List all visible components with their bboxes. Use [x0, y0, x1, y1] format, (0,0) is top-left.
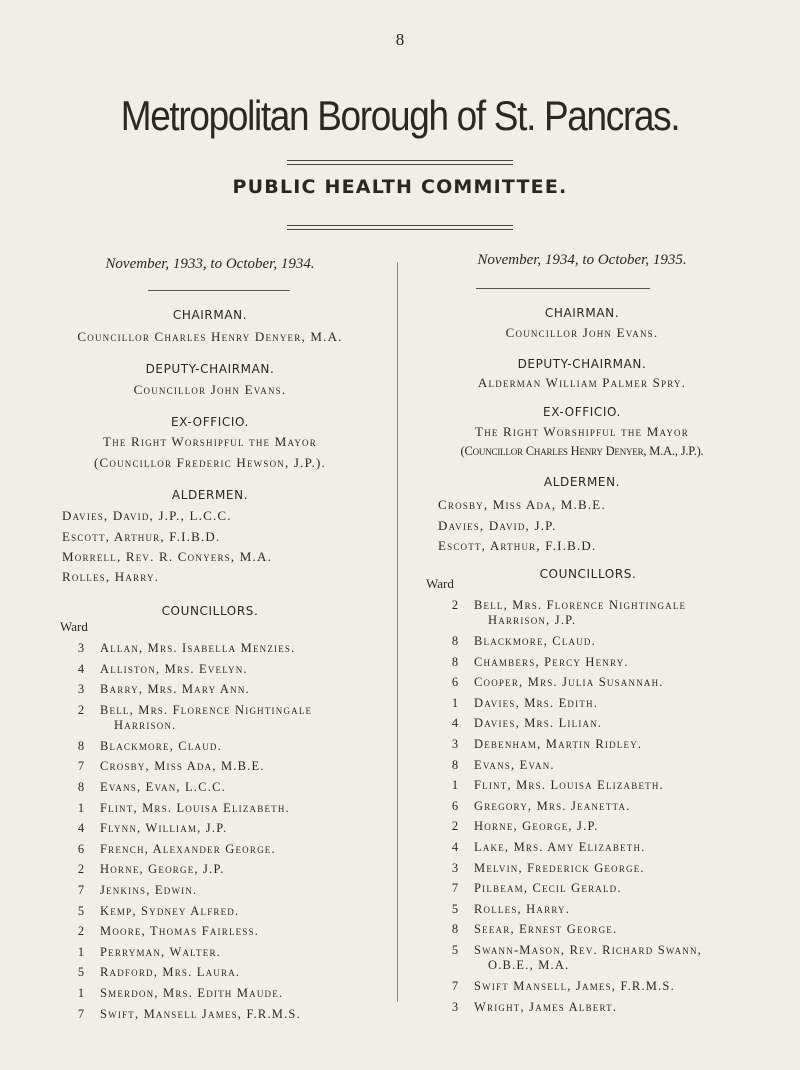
councillor-name: Alliston, Mrs. Evelyn.: [100, 661, 248, 676]
councillor-name: Lake, Mrs. Amy Elizabeth.: [474, 840, 646, 854]
councillor-name: Chambers, Percy Henry.: [474, 654, 629, 669]
councillor-name: Rolles, Harry.: [474, 901, 571, 916]
ward-number: 8: [451, 757, 459, 772]
ward-number: 1: [451, 695, 459, 710]
right-chairman-name: Councillor John Evans.: [505, 325, 659, 340]
right-aldermen-heading: ALDERMEN.: [543, 475, 621, 489]
councillor-name-continued: O.B.E., M.A.: [488, 958, 570, 972]
right-exofficio-line2: (Councillor Charles Henry Denyer, M.A., J.P.).: [460, 444, 704, 458]
right-alderman: Escott, Arthur, F.I.B.D.: [438, 538, 597, 553]
right-exofficio-heading: EX-OFFICIO.: [543, 405, 621, 419]
ward-number: 3: [451, 999, 459, 1014]
ward-number: 6: [451, 675, 459, 690]
ward-number: 3: [451, 737, 459, 751]
councillor-name: Horne, George, J.P.: [474, 819, 599, 834]
councillor-name: Barry, Mrs. Mary Ann.: [100, 682, 250, 697]
councillor-name: Davies, Mrs. Lilian.: [474, 716, 603, 731]
councillor-name: Kemp, Sydney Alfred.: [100, 903, 240, 918]
ward-number: 8: [77, 738, 85, 753]
right-deputy-heading: DEPUTY-CHAIRMAN.: [517, 357, 647, 371]
ward-number: 1: [77, 986, 85, 1000]
ward-number: 6: [77, 841, 85, 856]
councillor-name: Swift Mansell, James, F.R.M.S.: [474, 979, 675, 993]
left-period: November, 1933, to October, 1934.: [105, 256, 315, 272]
right-exofficio-line1: The Right Worshipful the Mayor: [475, 424, 689, 439]
committee-divider-rule: [287, 225, 513, 230]
ward-number: 1: [77, 800, 85, 815]
councillor-name-continued: Harrison.: [114, 717, 177, 732]
ward-number: 3: [77, 641, 85, 655]
right-councillors-heading: COUNCILLORS.: [539, 567, 637, 581]
ward-number: 1: [77, 944, 85, 959]
councillor-name: Pilbeam, Cecil Gerald.: [474, 881, 622, 896]
councillor-name: Gregory, Mrs. Jeanetta.: [474, 798, 631, 813]
ward-number: 3: [451, 860, 459, 875]
ward-number: 8: [451, 922, 459, 937]
ward-number: 4: [77, 821, 85, 836]
page-title: Metropolitan Borough of St. Pancras.: [120, 92, 680, 139]
ward-number: 7: [77, 759, 85, 774]
left-alderman: Morrell, Rev. R. Conyers, M.A.: [62, 549, 273, 564]
councillor-name-continued: Harrison, J.P.: [488, 613, 577, 627]
ward-number: 2: [451, 819, 459, 834]
councillor-name: Seear, Ernest George.: [474, 922, 618, 937]
ward-number: 7: [451, 979, 459, 993]
councillor-name: Crosby, Miss Ada, M.B.E.: [100, 759, 265, 774]
left-deputy-name: Councillor John Evans.: [133, 382, 287, 397]
councillor-name: Jenkins, Edwin.: [100, 883, 198, 897]
ward-number: 2: [77, 924, 85, 939]
left-alderman: Davies, David, J.P., L.C.C.: [62, 508, 232, 523]
left-deputy-heading: DEPUTY-CHAIRMAN.: [145, 362, 275, 376]
left-councillor-list: [74, 641, 394, 1021]
councillor-name: Allan, Mrs. Isabella Menzies.: [100, 641, 296, 655]
ward-number: 8: [77, 780, 85, 794]
left-ward-label: Ward: [60, 619, 88, 634]
left-alderman: Escott, Arthur, F.I.B.D.: [62, 529, 221, 544]
left-chairman-heading: CHAIRMAN.: [172, 308, 248, 322]
ward-number: 5: [77, 903, 85, 918]
councillor-name: Evans, Evan.: [474, 757, 555, 772]
right-councillor-list: [448, 598, 793, 1018]
left-exofficio-heading: EX-OFFICIO.: [171, 415, 249, 429]
ward-number: 3: [77, 682, 85, 697]
ward-number: 8: [451, 634, 459, 648]
ward-number: 7: [77, 1006, 85, 1021]
ward-number: 4: [451, 716, 459, 731]
right-ward-label: Ward: [426, 576, 454, 591]
left-councillors-heading: COUNCILLORS.: [161, 604, 259, 618]
councillor-name: Swift, Mansell James, F.R.M.S.: [100, 1006, 301, 1021]
ward-number: 1: [451, 778, 459, 793]
right-period-rule: [476, 288, 650, 289]
left-period-rule: [148, 290, 290, 291]
ward-number: 2: [77, 702, 85, 717]
left-exofficio-line1: The Right Worshipful the Mayor: [103, 434, 317, 449]
councillor-name: Davies, Mrs. Edith.: [474, 695, 599, 710]
councillor-name: Flint, Mrs. Louisa Elizabeth.: [474, 778, 664, 793]
councillor-name: Debenham, Martin Ridley.: [474, 737, 643, 751]
councillor-name: Bell, Mrs. Florence Nightingale: [474, 598, 687, 612]
councillor-name: Wright, James Albert.: [474, 999, 618, 1014]
page-number: 8: [395, 30, 405, 49]
right-alderman: Davies, David, J.P.: [438, 518, 557, 533]
councillor-name: Cooper, Mrs. Julia Susannah.: [474, 675, 664, 690]
ward-number: 4: [77, 661, 85, 676]
councillor-name: Melvin, Frederick George.: [474, 860, 645, 875]
right-chairman-heading: CHAIRMAN.: [544, 306, 620, 320]
councillor-name: Radford, Mrs. Laura.: [100, 965, 241, 980]
ward-number: 5: [77, 965, 85, 980]
councillor-name: Flynn, William, J.P.: [100, 821, 228, 836]
councillor-name: Bell, Mrs. Florence Nightingale: [100, 702, 313, 717]
ward-number: 5: [451, 901, 459, 916]
councillor-name: French, Alexander George.: [100, 841, 276, 856]
left-alderman: Rolles, Harry.: [62, 569, 160, 584]
right-period: November, 1934, to October, 1935.: [477, 252, 687, 268]
councillor-name: Horne, George, J.P.: [100, 862, 225, 877]
councillor-name: Evans, Evan, L.C.C.: [100, 780, 226, 794]
councillor-name: Flint, Mrs. Louisa Elizabeth.: [100, 800, 290, 815]
ward-number: 4: [451, 840, 459, 854]
column-divider: [397, 262, 398, 1002]
right-deputy-name: Alderman William Palmer Spry.: [477, 375, 687, 390]
title-divider-rule: [287, 160, 513, 165]
councillor-name: Swann-Mason, Rev. Richard Swann,: [474, 943, 702, 957]
ward-number: 7: [77, 883, 85, 897]
councillor-name: Perryman, Walter.: [100, 944, 221, 959]
councillor-name: Moore, Thomas Fairless.: [100, 924, 260, 939]
left-aldermen-heading: ALDERMEN.: [171, 488, 249, 502]
ward-number: 6: [451, 798, 459, 813]
councillor-name: Blackmore, Claud.: [100, 738, 222, 753]
ward-number: 7: [451, 881, 459, 896]
ward-number: 5: [451, 943, 459, 957]
right-alderman: Crosby, Miss Ada, M.B.E.: [438, 497, 606, 512]
left-exofficio-line2: (Councillor Frederic Hewson, J.P.).: [93, 455, 327, 470]
left-chairman-name: Councillor Charles Henry Denyer, M.A.: [77, 329, 343, 344]
committee-heading: PUBLIC HEALTH COMMITTEE.: [232, 176, 568, 198]
councillor-name: Blackmore, Claud.: [474, 634, 596, 648]
ward-number: 2: [451, 598, 459, 612]
councillor-name: Smerdon, Mrs. Edith Maude.: [100, 986, 284, 1000]
ward-number: 2: [77, 862, 85, 877]
ward-number: 8: [451, 654, 459, 669]
